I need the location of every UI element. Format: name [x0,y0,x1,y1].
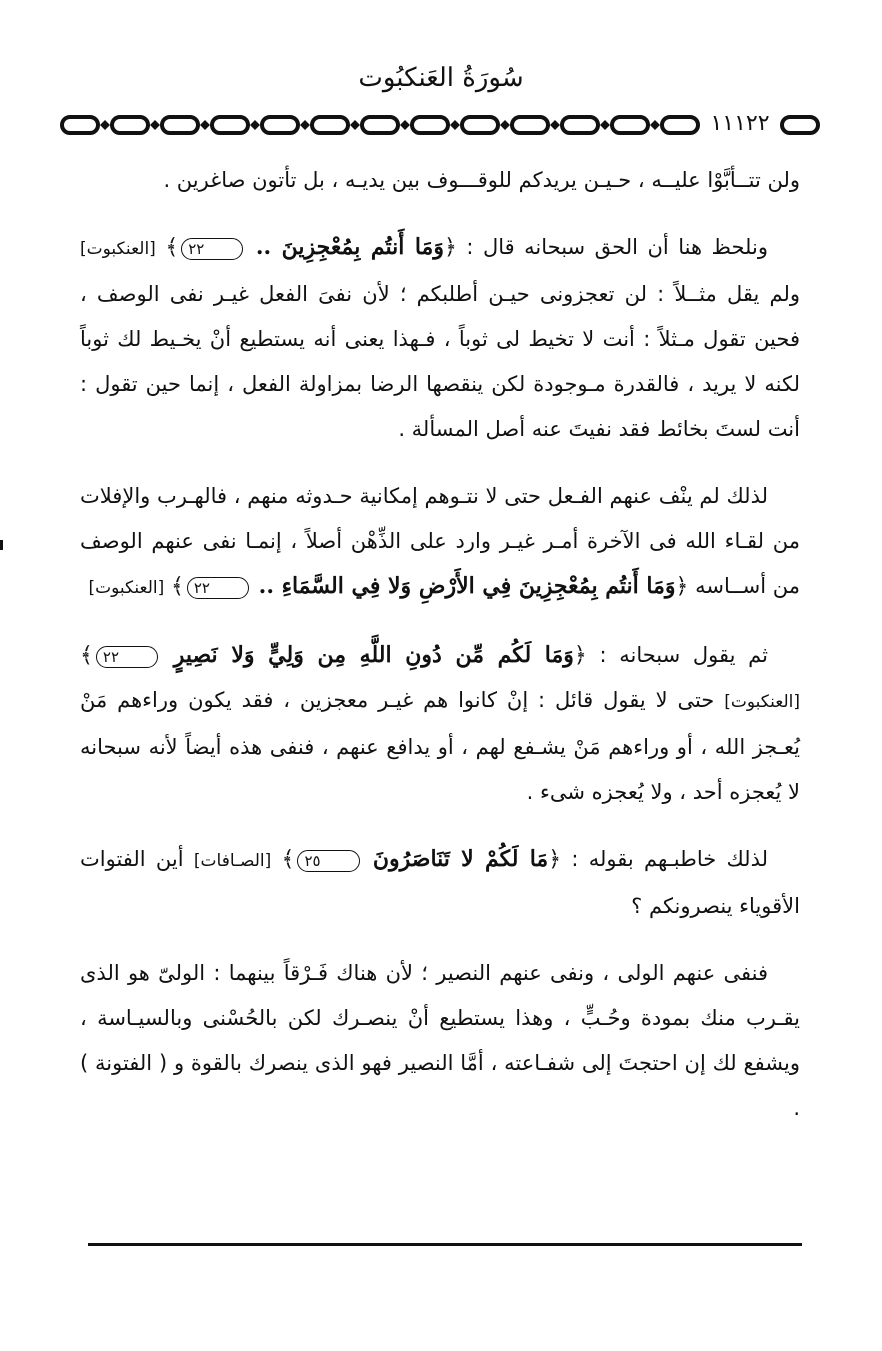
page-number: ١١١٢٢ [700,108,780,140]
paragraph-text: لذلك خاطبـهم بقوله : [571,847,768,871]
margin-mark [0,540,3,550]
bottom-rule [88,1243,802,1246]
paragraph-text: ثم يقول سبحانه : [599,643,768,667]
body-text [80,158,800,1153]
verse-close-bracket: ﴾ [165,235,179,260]
verse-open-bracket: ﴿ [443,235,457,260]
paragraph-2 [80,225,800,452]
verse-close-bracket: ﴾ [80,643,93,668]
verse-close-bracket: ﴾ [281,847,295,872]
paragraph-4 [80,633,800,815]
surah-reference: [العنكبوت] [80,239,156,259]
paragraph-3 [80,474,800,611]
paragraph-text: أين الفتوات الأقوياء ينصرونكم ؟ [80,847,800,918]
paragraph-5 [80,837,800,929]
quran-verse: مَا لَكُمْ لا تَنَاصَرُونَ [372,846,549,872]
surah-reference: [العنكبوت] [88,578,165,598]
surah-reference: [العنكبوت] [724,692,800,712]
quran-verse: وَمَا لَكُم مِّن دُونِ اللَّهِ مِن وَلِيٍّ وَلا نَصِيرٍ [173,642,574,668]
quran-verse: وَمَا أَنتُم بِمُعْجِزِينَ فِي الأَرْضِ وَلا فِي السَّمَاءِ .. [258,573,676,599]
paragraph-text: ونلحظ هنا أن الحق سبحانه قال : [466,235,768,259]
paragraph-text: ولن تتــأبَّوْا عليــه ، حـيـن يريدكم للوقـــوف بين يديـه ، بل تأتون صاغرين . [163,168,800,192]
verse-open-bracket: ﴿ [675,574,689,599]
verse-number: ٢٢ [96,646,158,668]
verse-number: ٢٢ [187,577,249,599]
verse-close-bracket: ﴾ [170,574,184,599]
paragraph-text: لذلك لم ينْف عنهم الفـعل حتى لا نتـوهم إمكانية حـدوثه منهم ، فالهـرب والإفلات من لقـاء الله فى الآخرة أمـر غيـر وارد على الذِّهْن أصلاً ، إنمـا نفى عنهم الوصف من أســاسه [80,484,800,598]
verse-open-bracket: ﴿ [548,847,562,872]
verse-number: ٢٥ [297,850,359,872]
paragraph-6 [80,951,800,1131]
verse-number: ٢٢ [181,238,243,260]
verse-open-bracket: ﴿ [573,643,587,668]
paragraph-text: فنفى عنهم الولى ، ونفى عنهم النصير ؛ لأن هناك فَـرْقاً بينهما : الولىّ هو الذى يقـرب منك بمودة وحُـبٍّ ، وهذا يستطيع أنْ ينصـرك لكن بالحُسْنى وبالسيـاسة ، ويشفع لك إن احتجتَ إلى شفـاعته ، أمَّا النصير فهو الذى ينصرك بالقوة و ( الفتونة ) . [80,961,800,1120]
paragraph-text: ولم يقل مثــلاً : لن تعجزونى حيـن أطلبكم ؛ لأن نفىَ الفعل غيـر نفى الوصف ، فحين تقول مـثلاً : أنت لا تخيط لى ثوباً ، فـهذا يعنى أنه يستطيع أنْ يخـيط لك ثوباً لكنه لا يريد ، فالقدرة مـوجودة لكن ينقصها الرضا بمزاولة الفعل ، إنما حين تقول : أنت لستَ بخائط فقد نفيتَ عنه أصل المسألة . [80,282,800,441]
paragraph-1 [80,158,800,203]
surah-title: سُورَةُ العَنكبُوت [358,63,524,93]
quran-verse: وَمَا أَنتُم بِمُعْجِزِينَ .. [255,234,444,260]
surah-reference: [الصـافات] [193,851,272,871]
paragraph-text: حتى لا يقول قائل : إنْ كانوا هم غيـر معجزين ، فقد يكون وراءهم مَنْ يُعـجز الله ، أو وراءهم مَنْ يشـفع لهم ، أو يدافع عنهم ، فنفى هذه أيضاً لأنه سبحانه لا يُعجزه أحد ، ولا يُعجزه شىء . [80,688,800,804]
